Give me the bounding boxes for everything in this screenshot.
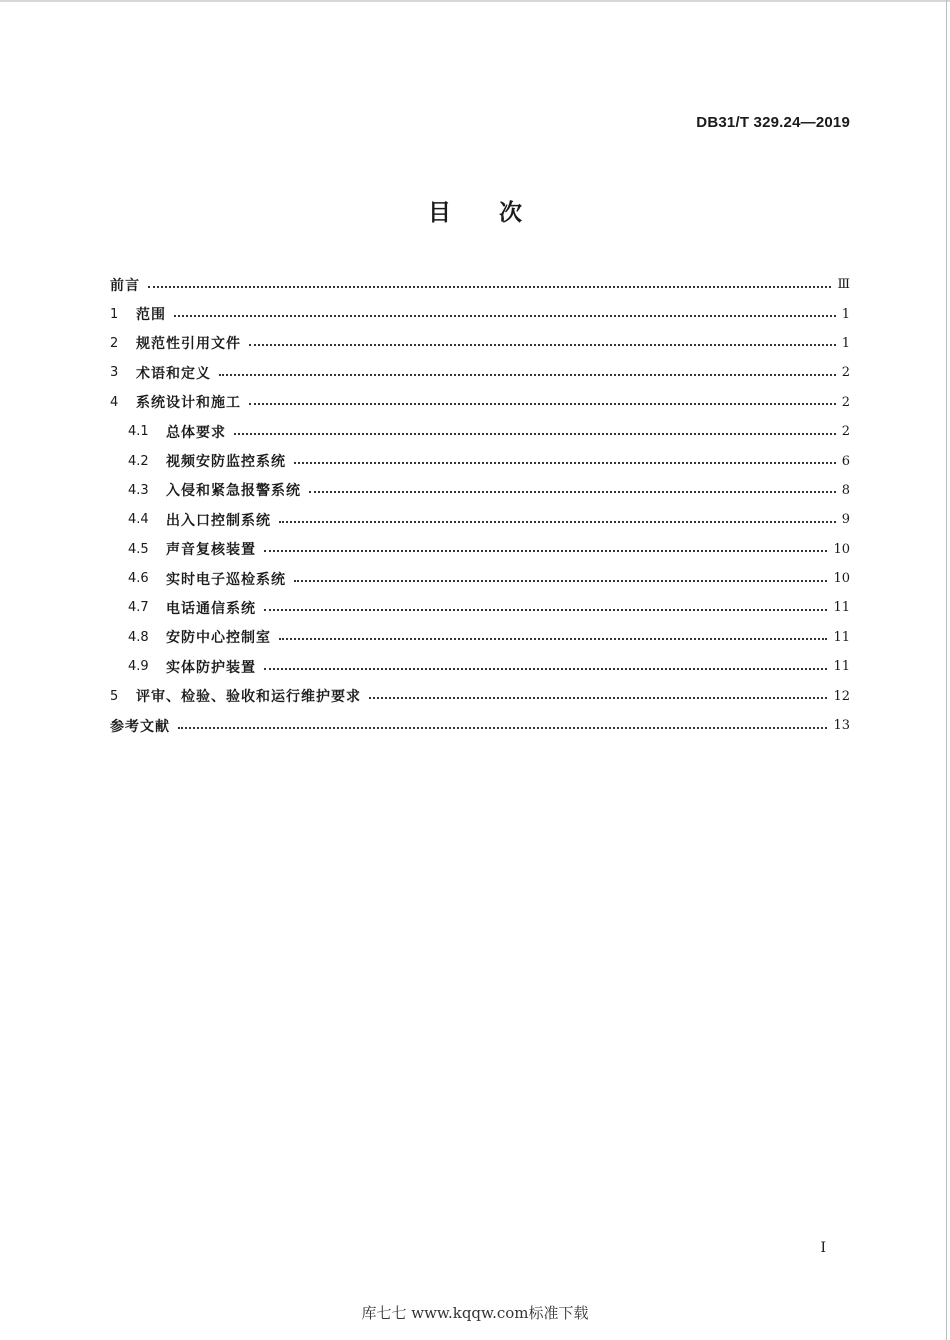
toc-entry[interactable]	[110, 388, 850, 417]
toc-entry-title: 术语和定义	[136, 365, 211, 382]
toc-entry-number: 4.1	[128, 424, 149, 440]
toc-dot-leader	[264, 550, 827, 552]
toc-entry-title: 总体要求	[166, 424, 226, 441]
page-number: I	[820, 1240, 826, 1256]
toc-dot-leader	[294, 462, 836, 464]
toc-entry-number: 4.8	[128, 629, 149, 645]
toc-dot-leader	[264, 668, 827, 670]
toc-entry[interactable]	[110, 476, 850, 505]
toc-entry-page: 13	[833, 718, 850, 734]
toc-entry[interactable]	[110, 681, 850, 710]
table-of-contents	[110, 270, 850, 740]
toc-entry-title: 视频安防监控系统	[166, 454, 286, 471]
toc-entry-title: 安防中心控制室	[166, 630, 271, 647]
toc-entry[interactable]	[110, 358, 850, 387]
toc-entry[interactable]	[110, 446, 850, 475]
toc-entry-page: Ⅲ	[837, 277, 850, 293]
toc-dot-leader	[178, 727, 827, 729]
toc-entry-page: 2	[841, 365, 850, 381]
toc-entry-page: 11	[833, 629, 850, 645]
toc-dot-leader	[249, 344, 836, 346]
toc-entry[interactable]	[110, 329, 850, 358]
toc-entry-page: 1	[841, 306, 850, 322]
toc-entry-number: 4.6	[128, 571, 149, 587]
toc-entry[interactable]	[110, 299, 850, 328]
toc-dot-leader	[264, 609, 827, 611]
toc-entry-title: 系统设计和施工	[136, 395, 241, 412]
toc-entry-title: 范围	[136, 307, 166, 324]
toc-entry-number: 5	[110, 688, 119, 704]
toc-entry-page: 2	[841, 424, 850, 440]
toc-entry-page: 8	[841, 482, 850, 498]
toc-title: 目 次	[427, 200, 522, 226]
toc-dot-leader	[174, 315, 836, 317]
toc-entry[interactable]	[110, 417, 850, 446]
toc-dot-leader	[148, 286, 831, 288]
toc-entry-number: 4	[110, 394, 119, 410]
toc-entry-title: 前言	[110, 277, 140, 294]
toc-entry-title: 声音复核装置	[166, 542, 256, 559]
toc-dot-leader	[249, 403, 836, 405]
toc-entry[interactable]	[110, 535, 850, 564]
toc-entry-number: 2	[110, 335, 119, 351]
toc-entry-page: 1	[841, 335, 850, 351]
toc-entry-page: 9	[841, 512, 850, 528]
toc-entry-page: 6	[841, 453, 850, 469]
document-code: DB31/T 329.24—2019	[696, 114, 850, 131]
toc-entry[interactable]	[110, 593, 850, 622]
toc-entry[interactable]	[110, 564, 850, 593]
toc-entry[interactable]	[110, 623, 850, 652]
toc-dot-leader	[219, 374, 836, 376]
toc-entry-title: 规范性引用文件	[136, 336, 241, 353]
toc-dot-leader	[234, 433, 836, 435]
scan-edge-top	[0, 0, 950, 2]
watermark-text: 库七七 www.kqqw.com标准下载	[361, 1304, 589, 1322]
toc-entry-page: 11	[833, 659, 850, 675]
toc-entry-title: 入侵和紧急报警系统	[166, 483, 301, 500]
toc-entry-page: 2	[841, 394, 850, 410]
toc-entry-number: 1	[110, 306, 119, 322]
toc-entry[interactable]	[110, 505, 850, 534]
toc-entry-number: 4.9	[128, 659, 149, 675]
toc-entry-title: 参考文献	[110, 718, 170, 735]
toc-entry[interactable]	[110, 652, 850, 681]
toc-dot-leader	[309, 491, 836, 493]
toc-entry-title: 电话通信系统	[166, 600, 256, 617]
toc-entry-number: 4.4	[128, 512, 149, 528]
toc-entry-title: 评审、检验、验收和运行维护要求	[136, 689, 361, 706]
toc-entry[interactable]	[110, 270, 850, 299]
toc-entry-title: 出入口控制系统	[166, 512, 271, 529]
toc-entry-page: 11	[833, 600, 850, 616]
toc-entry-page: 10	[833, 541, 850, 557]
toc-dot-leader	[279, 638, 827, 640]
toc-entry-number: 4.2	[128, 453, 149, 469]
toc-dot-leader	[279, 521, 836, 523]
toc-entry-number: 4.7	[128, 600, 149, 616]
toc-entry-title: 实体防护装置	[166, 659, 256, 676]
toc-entry-number: 3	[110, 365, 119, 381]
toc-entry-title: 实时电子巡检系统	[166, 571, 286, 588]
toc-entry-page: 10	[833, 571, 850, 587]
toc-entry-page: 12	[833, 688, 850, 704]
toc-entry-number: 4.5	[128, 541, 149, 557]
toc-entry[interactable]	[110, 711, 850, 740]
toc-dot-leader	[294, 580, 827, 582]
toc-entry-number: 4.3	[128, 482, 149, 498]
toc-dot-leader	[369, 697, 827, 699]
